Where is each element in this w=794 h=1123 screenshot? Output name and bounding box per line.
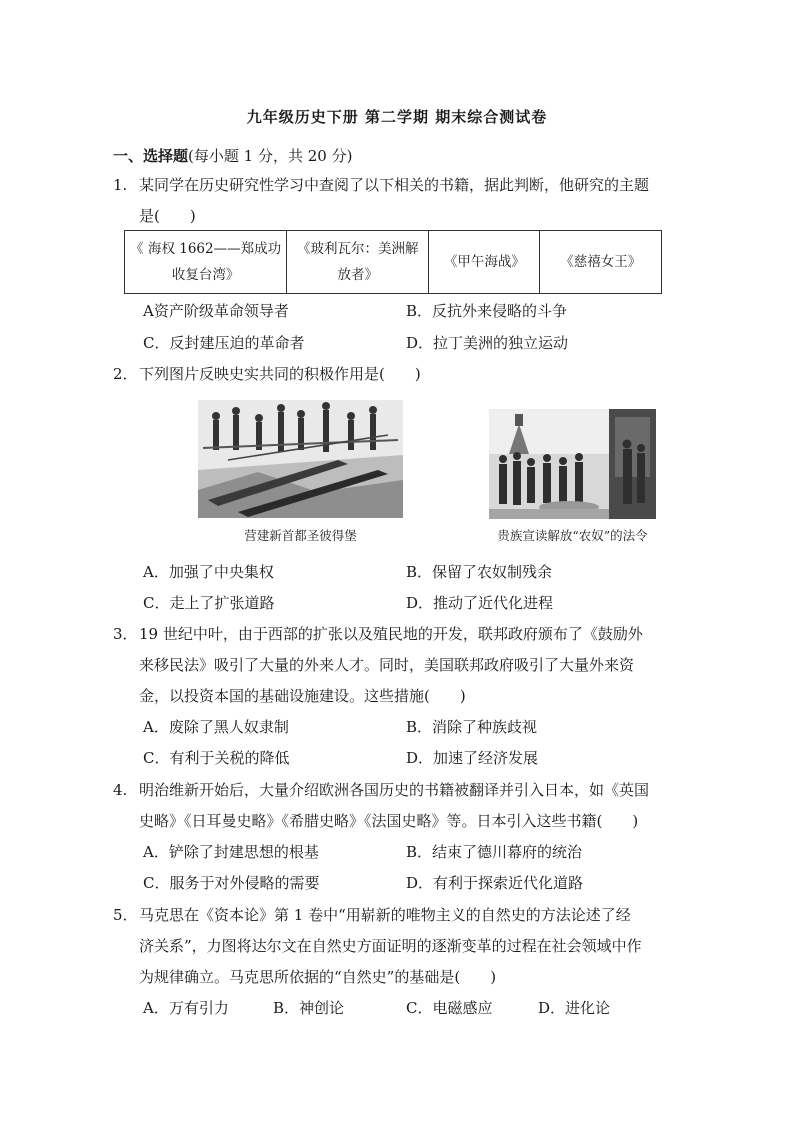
question-text-line: 某同学在历史研究性学习中查阅了以下相关的书籍，据此判断，他研究的主题 <box>139 176 650 194</box>
question-text-line: 来移民法》吸引了大量的外来人才。同时，美国联邦政府吸引了大量外来资 <box>139 656 635 674</box>
section-header <box>113 145 352 166</box>
option-b: B．保留了农奴制残余 <box>406 563 553 581</box>
option-d: D．加速了经济发展 <box>406 749 539 767</box>
option-d: D．有利于探索近代化道路 <box>406 874 584 892</box>
caption-serf-decree: 贵族宣读解放“农奴”的法令 <box>497 528 648 543</box>
question-4 <box>113 775 683 837</box>
illustration-serf-decree <box>489 409 656 519</box>
option-a: A．加强了中央集权 <box>143 563 274 581</box>
book-cell: 《玻利瓦尔：美洲解放者》 <box>287 231 429 294</box>
option-d: D．进化论 <box>538 999 611 1017</box>
question-text-line: 明治维新开始后，大量介绍欧洲各国历史的书籍被翻译并引入日本，如《英国 <box>139 781 650 799</box>
option-b: B．神创论 <box>273 999 345 1017</box>
question-text-line: 是( ) <box>139 207 196 225</box>
option-a: A．废除了黑人奴隶制 <box>143 718 289 736</box>
section-label: 一、选择题 <box>113 147 189 165</box>
book-cell: 《 海权 1662——郑成功收复台湾》 <box>125 231 287 294</box>
book-cell: 《慈禧女王》 <box>540 231 662 294</box>
question-3 <box>113 619 683 712</box>
question-text-line: 史略》《日耳曼史略》《希腊史略》《法国史略》等。日本引入这些书籍( ) <box>139 812 639 830</box>
question-text-line: 金，以投资本国的基础设施建设。这些措施( ) <box>139 687 466 705</box>
option-a: A．万有引力 <box>143 999 229 1017</box>
option-b: B．反抗外来侵略的斗争 <box>406 302 568 320</box>
section-rule: (每小题 1 分，共 20 分) <box>188 147 353 165</box>
option-a: A．铲除了封建思想的根基 <box>143 843 319 861</box>
question-text-line: 下列图片反映史实共同的积极作用是( ) <box>139 365 421 383</box>
question-text-line: 19 世纪中叶，由于西部的扩张以及殖民地的开发，联邦政府颁布了《鼓励外 <box>139 625 643 643</box>
question-number: 4. <box>113 781 128 799</box>
option-c: C．电磁感应 <box>406 999 493 1017</box>
illustration-st-petersburg <box>198 400 403 518</box>
option-c: C．反封建压迫的革命者 <box>143 334 305 352</box>
option-d: D．推动了近代化进程 <box>406 594 554 612</box>
question-number: 3． <box>113 625 138 643</box>
option-c: C．有利于关税的降低 <box>143 749 290 767</box>
question-number: 2． <box>113 365 138 383</box>
question-number: 1. <box>113 176 128 194</box>
question-5 <box>113 900 683 993</box>
page-title: 九年级历史下册 第二学期 期末综合测试卷 <box>246 108 548 126</box>
option-b: B．消除了种族歧视 <box>406 718 538 736</box>
option-d: D．拉丁美洲的独立运动 <box>406 334 569 352</box>
option-a: A资产阶级革命领导者 <box>143 302 289 320</box>
question-text-line: 马克思在《资本论》第 1 卷中“用崭新的唯物主义的自然史的方法论述了经 <box>139 906 631 924</box>
book-cell: 《甲午海战》 <box>429 231 540 294</box>
book-table <box>124 230 662 294</box>
question-number: 5． <box>113 906 138 924</box>
question-text-line: 为规律确立。马克思所依据的“自然史”的基础是( ) <box>139 968 497 986</box>
option-c: C．走上了扩张道路 <box>143 594 275 612</box>
question-1 <box>113 170 683 232</box>
option-b: B．结束了德川幕府的统治 <box>406 843 583 861</box>
question-2 <box>113 359 683 390</box>
option-c: C．服务于对外侵略的需要 <box>143 874 320 892</box>
question-text-line: 济关系”，力图将达尔文在自然史方面证明的逐渐变革的过程在社会领域中作 <box>139 937 642 955</box>
caption-st-petersburg: 营建新首都圣彼得堡 <box>244 528 357 543</box>
